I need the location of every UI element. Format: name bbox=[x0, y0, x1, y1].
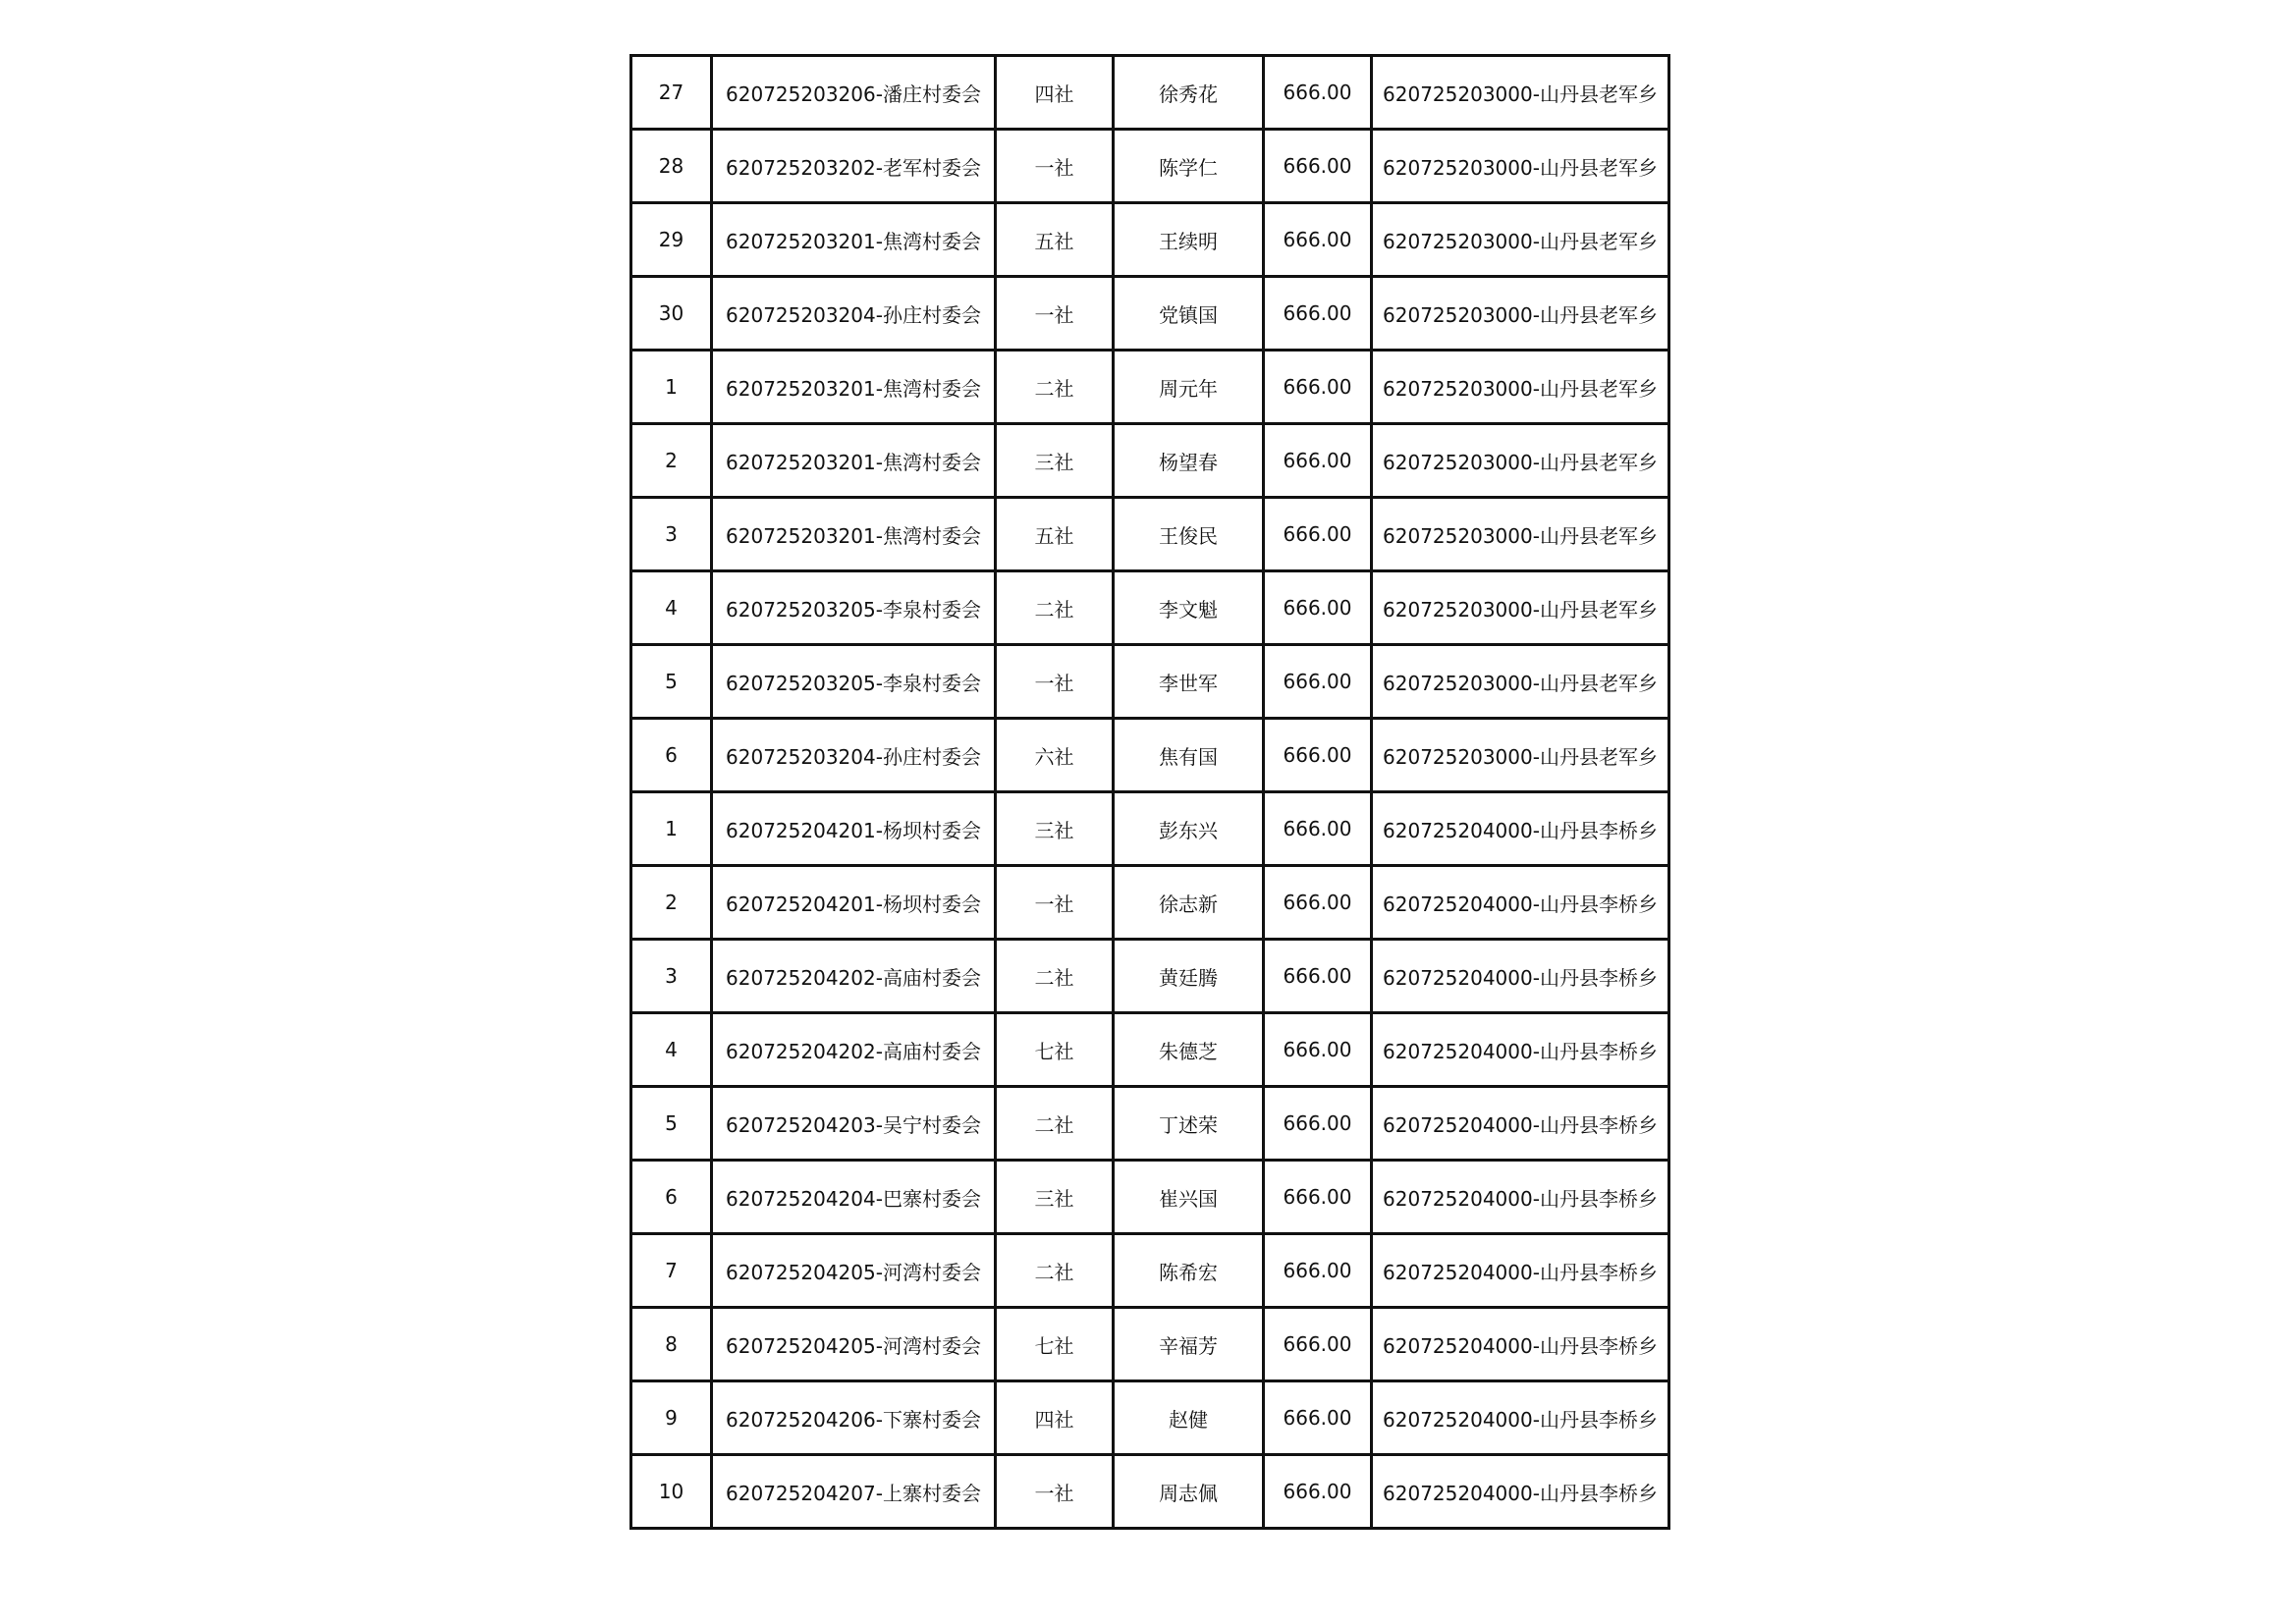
cell-seq-number: 4 bbox=[631, 1013, 712, 1087]
cell-person-name: 徐志新 bbox=[1114, 866, 1264, 940]
cell-village-group: 三社 bbox=[996, 792, 1114, 866]
cell-amount: 666.00 bbox=[1264, 792, 1372, 866]
cell-village-committee: 620725203204-孙庄村委会 bbox=[712, 719, 996, 792]
table-row bbox=[631, 203, 1669, 277]
cell-seq-number: 28 bbox=[631, 130, 712, 203]
table-row bbox=[631, 424, 1669, 498]
cell-seq-number: 4 bbox=[631, 571, 712, 645]
cell-village-committee: 620725203201-焦湾村委会 bbox=[712, 424, 996, 498]
cell-seq-number: 3 bbox=[631, 940, 712, 1013]
cell-seq-number: 29 bbox=[631, 203, 712, 277]
cell-amount: 666.00 bbox=[1264, 1381, 1372, 1455]
cell-amount: 666.00 bbox=[1264, 571, 1372, 645]
cell-amount: 666.00 bbox=[1264, 498, 1372, 571]
cell-village-group: 三社 bbox=[996, 424, 1114, 498]
table-row bbox=[631, 940, 1669, 1013]
cell-person-name: 周志佩 bbox=[1114, 1455, 1264, 1529]
cell-township: 620725203000-山丹县老军乡 bbox=[1372, 277, 1669, 351]
cell-township: 620725204000-山丹县李桥乡 bbox=[1372, 1087, 1669, 1161]
table-row bbox=[631, 1161, 1669, 1234]
cell-township: 620725203000-山丹县老军乡 bbox=[1372, 571, 1669, 645]
table-row bbox=[631, 1381, 1669, 1455]
cell-person-name: 赵健 bbox=[1114, 1381, 1264, 1455]
cell-amount: 666.00 bbox=[1264, 719, 1372, 792]
cell-amount: 666.00 bbox=[1264, 351, 1372, 424]
table-row bbox=[631, 1308, 1669, 1381]
cell-amount: 666.00 bbox=[1264, 277, 1372, 351]
table-row bbox=[631, 1455, 1669, 1529]
cell-person-name: 黄廷腾 bbox=[1114, 940, 1264, 1013]
cell-person-name: 彭东兴 bbox=[1114, 792, 1264, 866]
table-row bbox=[631, 1234, 1669, 1308]
cell-township: 620725203000-山丹县老军乡 bbox=[1372, 56, 1669, 130]
cell-village-committee: 620725203202-老军村委会 bbox=[712, 130, 996, 203]
cell-village-committee: 620725203201-焦湾村委会 bbox=[712, 351, 996, 424]
cell-village-committee: 620725204203-吴宁村委会 bbox=[712, 1087, 996, 1161]
cell-village-group: 二社 bbox=[996, 1087, 1114, 1161]
cell-village-committee: 620725204206-下寨村委会 bbox=[712, 1381, 996, 1455]
cell-seq-number: 1 bbox=[631, 351, 712, 424]
cell-seq-number: 2 bbox=[631, 424, 712, 498]
table-row bbox=[631, 498, 1669, 571]
cell-amount: 666.00 bbox=[1264, 645, 1372, 719]
cell-amount: 666.00 bbox=[1264, 940, 1372, 1013]
cell-amount: 666.00 bbox=[1264, 1087, 1372, 1161]
cell-township: 620725203000-山丹县老军乡 bbox=[1372, 719, 1669, 792]
cell-seq-number: 6 bbox=[631, 719, 712, 792]
cell-village-committee: 620725204201-杨坝村委会 bbox=[712, 866, 996, 940]
cell-person-name: 周元年 bbox=[1114, 351, 1264, 424]
cell-village-committee: 620725204204-巴寨村委会 bbox=[712, 1161, 996, 1234]
cell-person-name: 陈学仁 bbox=[1114, 130, 1264, 203]
cell-village-committee: 620725204205-河湾村委会 bbox=[712, 1234, 996, 1308]
cell-amount: 666.00 bbox=[1264, 56, 1372, 130]
cell-village-committee: 620725203205-李泉村委会 bbox=[712, 571, 996, 645]
cell-village-group: 三社 bbox=[996, 1161, 1114, 1234]
table-row bbox=[631, 277, 1669, 351]
cell-village-committee: 620725203205-李泉村委会 bbox=[712, 645, 996, 719]
table-row bbox=[631, 1087, 1669, 1161]
cell-village-committee: 620725203204-孙庄村委会 bbox=[712, 277, 996, 351]
cell-township: 620725204000-山丹县李桥乡 bbox=[1372, 1308, 1669, 1381]
cell-village-committee: 620725204205-河湾村委会 bbox=[712, 1308, 996, 1381]
cell-person-name: 崔兴国 bbox=[1114, 1161, 1264, 1234]
cell-township: 620725204000-山丹县李桥乡 bbox=[1372, 1381, 1669, 1455]
table-row bbox=[631, 571, 1669, 645]
cell-village-committee: 620725204201-杨坝村委会 bbox=[712, 792, 996, 866]
cell-seq-number: 10 bbox=[631, 1455, 712, 1529]
cell-village-group: 一社 bbox=[996, 130, 1114, 203]
cell-person-name: 辛福芳 bbox=[1114, 1308, 1264, 1381]
cell-village-group: 七社 bbox=[996, 1308, 1114, 1381]
cell-village-committee: 620725203206-潘庄村委会 bbox=[712, 56, 996, 130]
cell-township: 620725203000-山丹县老军乡 bbox=[1372, 424, 1669, 498]
cell-person-name: 陈希宏 bbox=[1114, 1234, 1264, 1308]
cell-village-group: 二社 bbox=[996, 1234, 1114, 1308]
cell-village-group: 一社 bbox=[996, 866, 1114, 940]
cell-township: 620725203000-山丹县老军乡 bbox=[1372, 498, 1669, 571]
cell-village-group: 四社 bbox=[996, 1381, 1114, 1455]
cell-township: 620725203000-山丹县老军乡 bbox=[1372, 203, 1669, 277]
cell-seq-number: 30 bbox=[631, 277, 712, 351]
cell-village-group: 二社 bbox=[996, 571, 1114, 645]
cell-seq-number: 6 bbox=[631, 1161, 712, 1234]
cell-village-group: 四社 bbox=[996, 56, 1114, 130]
cell-amount: 666.00 bbox=[1264, 1234, 1372, 1308]
cell-village-group: 一社 bbox=[996, 645, 1114, 719]
cell-village-committee: 620725204202-高庙村委会 bbox=[712, 1013, 996, 1087]
cell-village-committee: 620725203201-焦湾村委会 bbox=[712, 498, 996, 571]
cell-township: 620725204000-山丹县李桥乡 bbox=[1372, 1455, 1669, 1529]
cell-person-name: 焦有国 bbox=[1114, 719, 1264, 792]
cell-township: 620725203000-山丹县老军乡 bbox=[1372, 130, 1669, 203]
cell-seq-number: 8 bbox=[631, 1308, 712, 1381]
cell-person-name: 王续明 bbox=[1114, 203, 1264, 277]
cell-village-committee: 620725204207-上寨村委会 bbox=[712, 1455, 996, 1529]
table-row bbox=[631, 719, 1669, 792]
cell-township: 620725203000-山丹县老军乡 bbox=[1372, 645, 1669, 719]
cell-amount: 666.00 bbox=[1264, 1013, 1372, 1087]
cell-person-name: 王俊民 bbox=[1114, 498, 1264, 571]
cell-person-name: 朱德芝 bbox=[1114, 1013, 1264, 1087]
cell-village-group: 一社 bbox=[996, 1455, 1114, 1529]
table-row bbox=[631, 56, 1669, 130]
cell-village-group: 二社 bbox=[996, 940, 1114, 1013]
cell-township: 620725204000-山丹县李桥乡 bbox=[1372, 792, 1669, 866]
cell-seq-number: 2 bbox=[631, 866, 712, 940]
cell-seq-number: 3 bbox=[631, 498, 712, 571]
roster-table-body bbox=[631, 56, 1669, 1529]
cell-amount: 666.00 bbox=[1264, 203, 1372, 277]
cell-seq-number: 5 bbox=[631, 645, 712, 719]
cell-person-name: 李文魁 bbox=[1114, 571, 1264, 645]
cell-township: 620725204000-山丹县李桥乡 bbox=[1372, 1161, 1669, 1234]
cell-village-committee: 620725204202-高庙村委会 bbox=[712, 940, 996, 1013]
cell-village-committee: 620725203201-焦湾村委会 bbox=[712, 203, 996, 277]
cell-township: 620725204000-山丹县李桥乡 bbox=[1372, 940, 1669, 1013]
cell-amount: 666.00 bbox=[1264, 866, 1372, 940]
table-row bbox=[631, 792, 1669, 866]
cell-person-name: 杨望春 bbox=[1114, 424, 1264, 498]
cell-township: 620725203000-山丹县老军乡 bbox=[1372, 351, 1669, 424]
table-row bbox=[631, 130, 1669, 203]
cell-township: 620725204000-山丹县李桥乡 bbox=[1372, 866, 1669, 940]
cell-seq-number: 27 bbox=[631, 56, 712, 130]
cell-village-group: 五社 bbox=[996, 498, 1114, 571]
table-row bbox=[631, 351, 1669, 424]
cell-village-group: 二社 bbox=[996, 351, 1114, 424]
cell-township: 620725204000-山丹县李桥乡 bbox=[1372, 1013, 1669, 1087]
cell-person-name: 丁述荣 bbox=[1114, 1087, 1264, 1161]
cell-seq-number: 1 bbox=[631, 792, 712, 866]
table-row bbox=[631, 645, 1669, 719]
cell-seq-number: 5 bbox=[631, 1087, 712, 1161]
cell-amount: 666.00 bbox=[1264, 1455, 1372, 1529]
table-row bbox=[631, 866, 1669, 940]
cell-person-name: 徐秀花 bbox=[1114, 56, 1264, 130]
cell-village-group: 一社 bbox=[996, 277, 1114, 351]
cell-amount: 666.00 bbox=[1264, 424, 1372, 498]
cell-person-name: 李世军 bbox=[1114, 645, 1264, 719]
subsidy-roster-table bbox=[629, 54, 1670, 1530]
table-row bbox=[631, 1013, 1669, 1087]
cell-seq-number: 7 bbox=[631, 1234, 712, 1308]
cell-person-name: 党镇国 bbox=[1114, 277, 1264, 351]
cell-amount: 666.00 bbox=[1264, 1161, 1372, 1234]
cell-village-group: 六社 bbox=[996, 719, 1114, 792]
cell-amount: 666.00 bbox=[1264, 1308, 1372, 1381]
cell-village-group: 五社 bbox=[996, 203, 1114, 277]
cell-township: 620725204000-山丹县李桥乡 bbox=[1372, 1234, 1669, 1308]
cell-seq-number: 9 bbox=[631, 1381, 712, 1455]
cell-amount: 666.00 bbox=[1264, 130, 1372, 203]
cell-village-group: 七社 bbox=[996, 1013, 1114, 1087]
